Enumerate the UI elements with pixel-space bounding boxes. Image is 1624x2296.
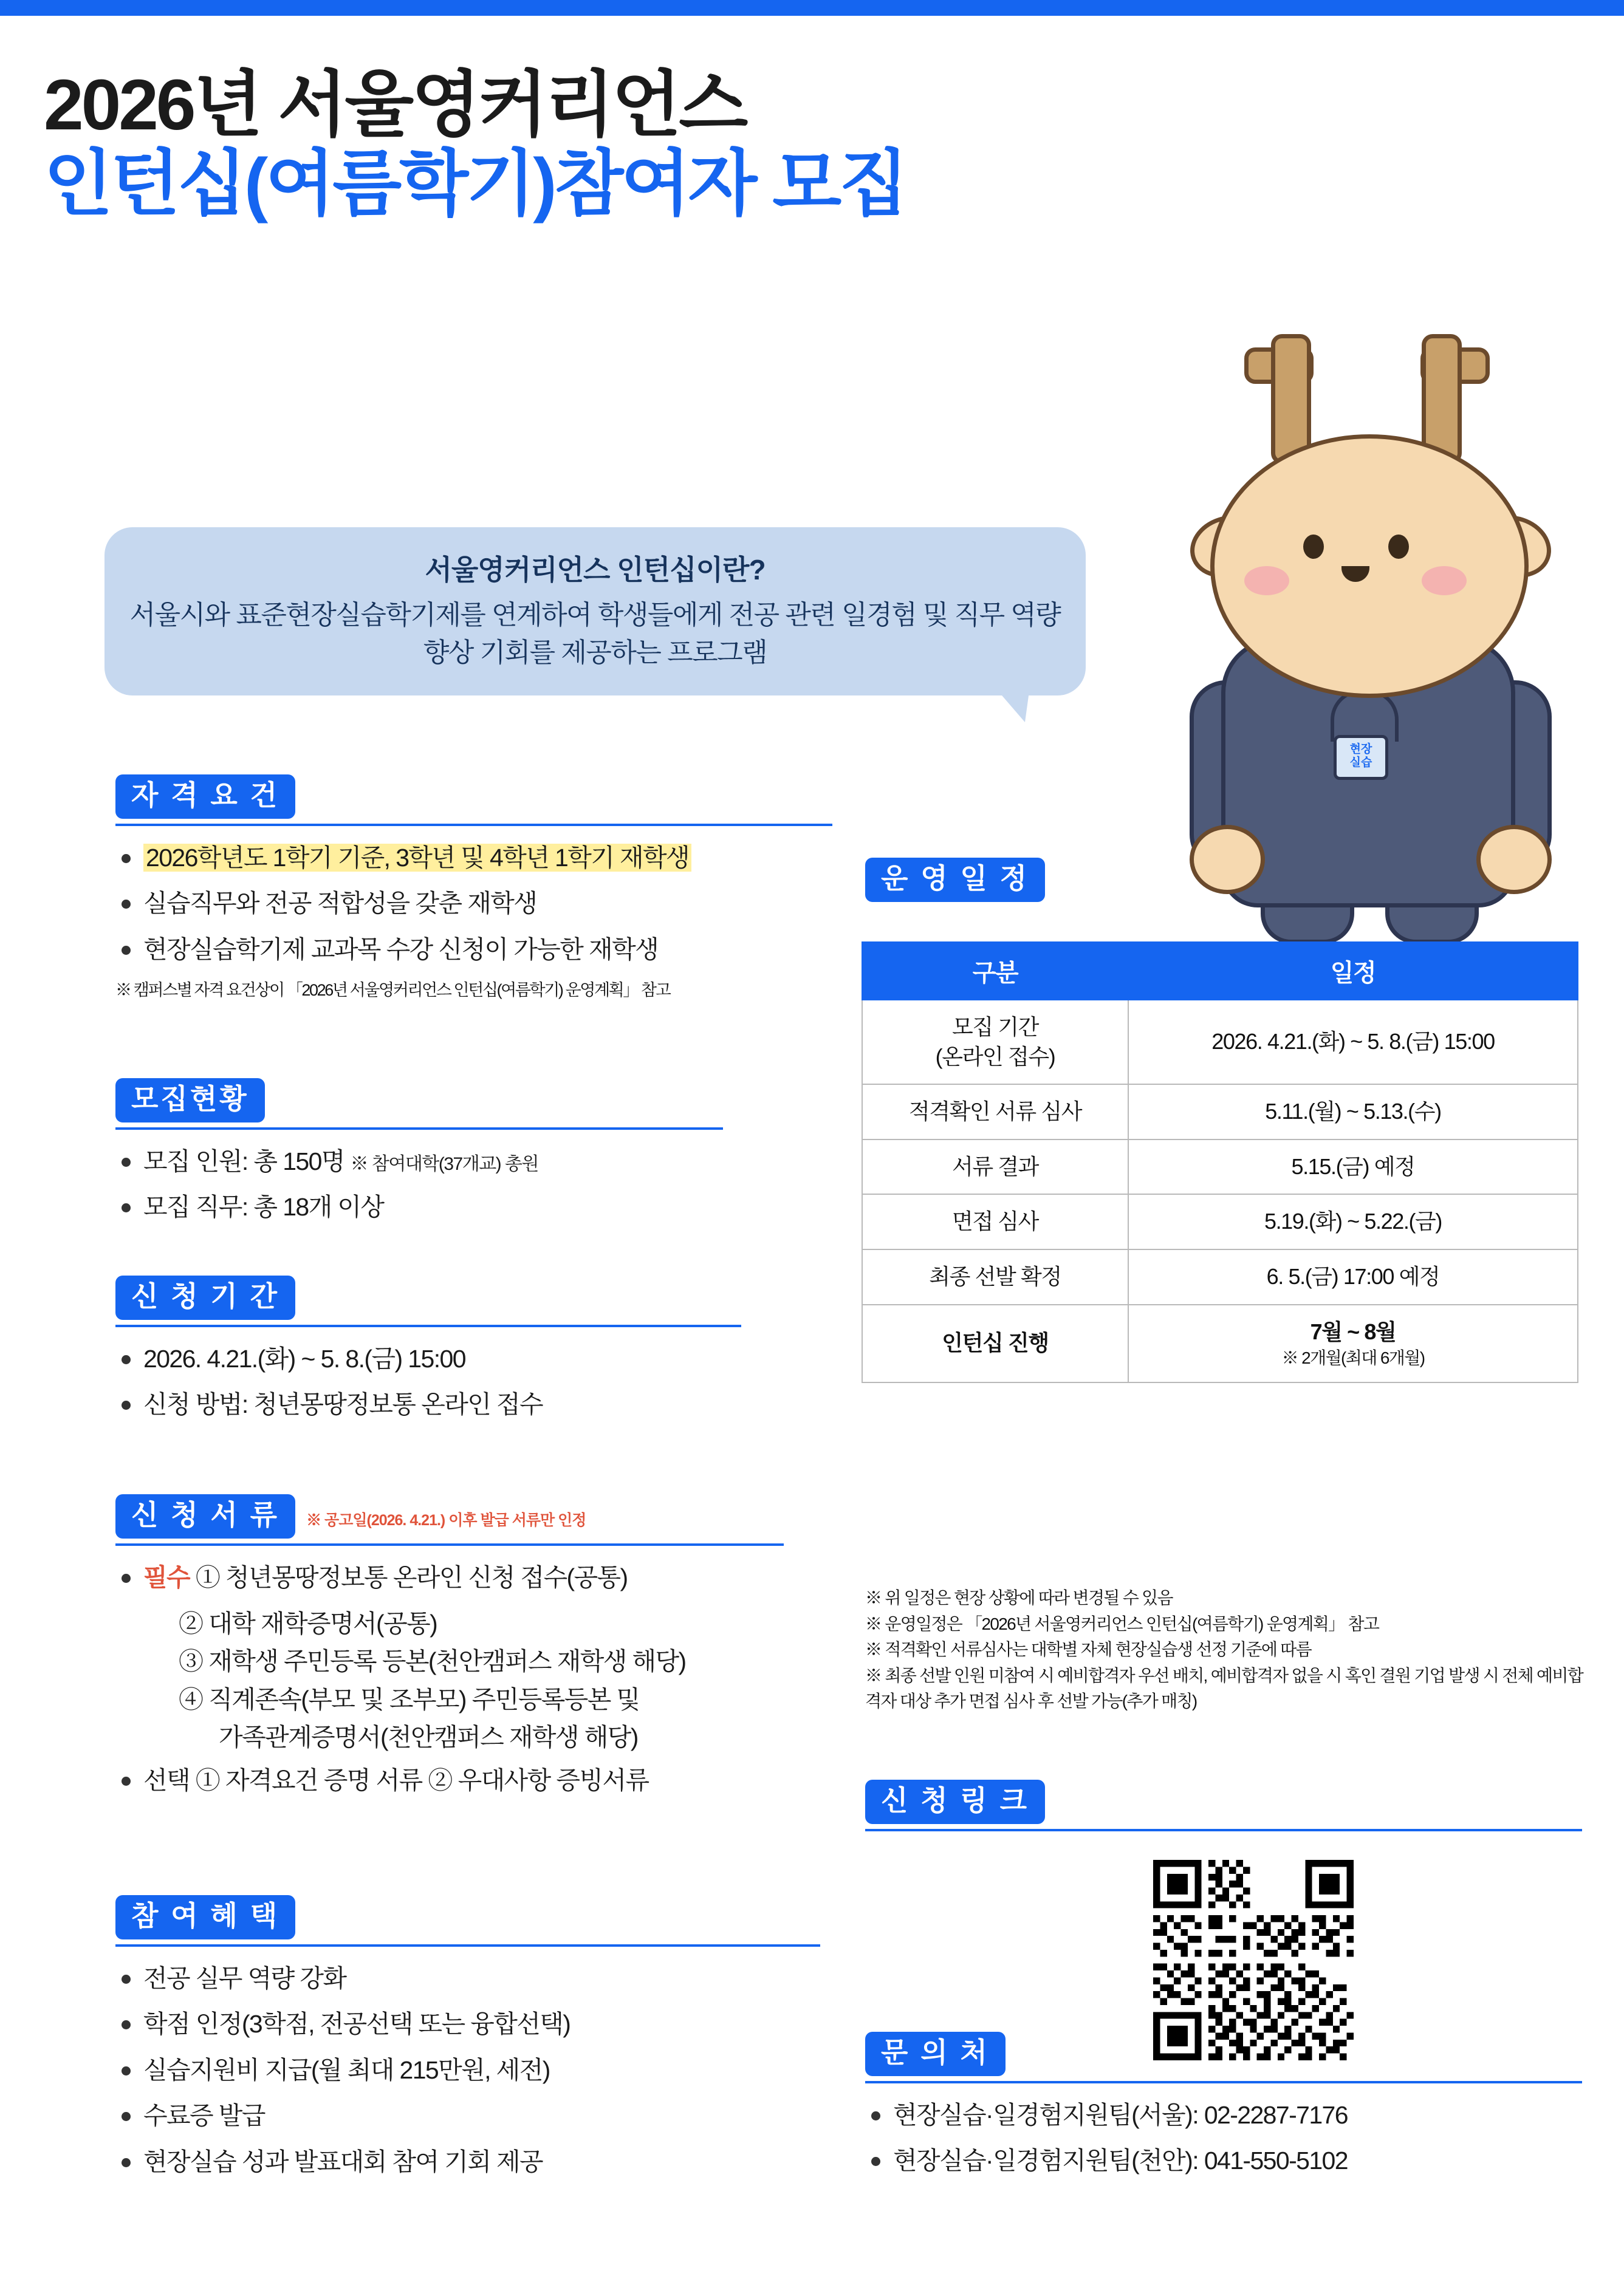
intro-bubble-text: 서울시와 표준현장실습학기제를 연계하여 학생들에게 전공 관련 일경험 및 직무 역량 향상 기회를 제공하는 프로그램: [129, 600, 1061, 668]
documents-required-sublist: [115, 1605, 784, 1756]
documents-head-note: ※ 공고일(2026. 4.21.) 이후 발급 서류만 인정: [306, 1511, 586, 1529]
list-item: 수료증 발급: [115, 2097, 820, 2135]
section-heading-recruit-status: 모집현황: [115, 1078, 265, 1122]
schedule-row-0-label-main: 모집 기간: [951, 1014, 1039, 1039]
section-rule: [865, 2081, 1582, 2083]
badge-line-2: 실습: [1349, 756, 1372, 769]
schedule-row-5-label: 인턴십 진행: [862, 1305, 1128, 1382]
schedule-row-5-value: [1128, 1305, 1578, 1382]
section-rule: [115, 1325, 741, 1327]
table-row: [862, 1305, 1578, 1382]
list-item: 현장실습·일경험지원팀(서울): 02-2287-7176: [865, 2097, 1582, 2134]
eligibility-list: [115, 839, 832, 969]
list-item: 학점 인정(3학점, 전공선택 또는 융합선택): [115, 2006, 820, 2043]
section-heading-eligibility: 자 격 요 건: [115, 774, 295, 819]
schedule-row-5-value-main: 7월 ~ 8월: [1310, 1319, 1396, 1344]
documents-required-item-1: ② 대학 재학증명서(공통): [179, 1610, 437, 1638]
top-accent-bar: [0, 0, 1624, 16]
table-row: [862, 1084, 1578, 1139]
recruit-item-0: 모집 인원: 총 150명: [143, 1147, 344, 1175]
section-eligibility: [115, 774, 832, 1000]
list-item: 선택 ① 자격요건 증명 서류 ② 우대사항 증빙서류: [115, 1762, 784, 1800]
documents-required-item-0: ① 청년몽땅정보통 온라인 신청 접수(공통): [195, 1563, 628, 1591]
schedule-row-3-value: 5.19.(화) ~ 5.22.(금): [1128, 1194, 1578, 1249]
documents-heading-row: [115, 1494, 784, 1539]
intro-bubble-title: 서울영커리언스 인턴십이란?: [425, 554, 766, 586]
badge-line-1: 현장: [1349, 743, 1372, 756]
schedule-row-5-value-sub: ※ 2개월(최대 6개월): [1281, 1348, 1425, 1368]
section-documents: [115, 1494, 784, 1808]
schedule-table-wrap: [862, 941, 1578, 1383]
section-contact: [865, 2032, 1582, 2188]
list-item: 신청 방법: 청년몽땅정보통 온라인 접수: [115, 1386, 741, 1424]
benefits-list: [115, 1960, 820, 2181]
list-item: 전공 실무 역량 강화: [115, 1960, 820, 1998]
qr-code[interactable]: [1153, 1860, 1354, 2060]
intro-bubble: [104, 527, 1086, 695]
section-recruit-status: [115, 1078, 723, 1235]
footnote-1: ※ 운영일정은 「2026년 서울영커리언스 인턴십(여름학기) 운영계획」 참고: [865, 1614, 1379, 1633]
list-item: 실습직무와 전공 적합성을 갖춘 재학생: [115, 885, 832, 923]
apply-period-list: [115, 1341, 741, 1424]
mascot-antler-left: [1271, 334, 1311, 464]
mascot-eye-left: [1303, 535, 1324, 559]
table-row: [862, 1139, 1578, 1195]
schedule-row-4-value: 6. 5.(금) 17:00 예정: [1128, 1249, 1578, 1305]
mascot-head: [1210, 434, 1529, 698]
section-heading-apply-period: 신 청 기 간: [115, 1276, 295, 1320]
documents-required-item-2: ③ 재학생 주민등록 등본(천안캠퍼스 재학생 해당): [179, 1647, 686, 1676]
documents-required-item-4: 가족관계증명서(천안캠퍼스 재학생 해당): [219, 1723, 638, 1752]
section-heading-contact: 문 의 처: [865, 2032, 1006, 2076]
schedule-col-1: 일정: [1128, 942, 1578, 1000]
documents-required-item-3: ④ 직계존속(부모 및 조부모) 주민등록등본 및: [179, 1685, 640, 1713]
section-heading-schedule: 운 영 일 정: [865, 858, 1045, 902]
schedule-col-0: 구분: [862, 942, 1128, 1000]
schedule-row-0-value: 2026. 4.21.(화) ~ 5. 8.(금) 15:00: [1128, 1000, 1578, 1084]
section-heading-benefits: 참 여 혜 택: [115, 1895, 295, 1939]
section-rule: [865, 1829, 1582, 1831]
list-item: [115, 839, 832, 877]
mascot-eye-right: [1388, 535, 1409, 559]
mascot-id-badge: [1334, 735, 1388, 780]
section-benefits: [115, 1895, 820, 2189]
list-item: 현장실습학기제 교과목 수강 신청이 가능한 재학생: [115, 931, 832, 969]
section-schedule: [865, 858, 1582, 902]
qr-code-svg: [1153, 1860, 1354, 2060]
section-apply-link: [865, 1780, 1582, 1831]
documents-optional-list: [115, 1762, 784, 1800]
footnote-3: ※ 최종 선발 인원 미참여 시 예비합격자 우선 배치, 예비합격자 없을 시 혹인 결원 기업 발생 시 전체 예비합격자 대상 추가 면접 심사 후 선발 가능(추가 매칭): [865, 1666, 1583, 1711]
recruit-status-list: [115, 1143, 723, 1226]
title-line-2: 인턴십(여름학기)참여자 모집: [44, 144, 906, 225]
schedule-row-1-label: 적격확인 서류 심사: [862, 1084, 1128, 1139]
table-row: [862, 1249, 1578, 1305]
list-item: 현장실습 성과 발표대회 참여 기회 제공: [115, 2144, 820, 2181]
list-item: 현장실습·일경험지원팀(천안): 041-550-5102: [865, 2142, 1582, 2180]
schedule-row-3-label: 면접 심사: [862, 1194, 1128, 1249]
section-rule: [115, 1127, 723, 1130]
list-item: [115, 1559, 784, 1597]
section-apply-period: [115, 1276, 741, 1432]
schedule-row-1-value: 5.11.(월) ~ 5.13.(수): [1128, 1084, 1578, 1139]
list-item: 모집 직무: 총 18개 이상: [115, 1189, 723, 1226]
eligibility-item-0: 2026학년도 1학기 기준, 3학년 및 4학년 1학기 재학생: [143, 844, 691, 872]
mascot-cheek-right: [1422, 566, 1467, 595]
section-heading-apply-link: 신 청 링 크: [865, 1780, 1045, 1824]
schedule-row-2-value: 5.15.(금) 예정: [1128, 1139, 1578, 1195]
mascot-cheek-left: [1244, 566, 1289, 595]
section-heading-documents: 신 청 서 류: [115, 1494, 295, 1539]
page-title: [44, 67, 1198, 225]
list-item: [115, 1143, 723, 1181]
section-rule: [115, 1944, 820, 1947]
schedule-row-2-label: 서류 결과: [862, 1139, 1128, 1195]
footnote-0: ※ 위 일정은 현장 상황에 따라 변경될 수 있음: [865, 1588, 1173, 1607]
schedule-row-4-label: 최종 선발 확정: [862, 1249, 1128, 1305]
schedule-row-0-label-sub: (온라인 접수): [935, 1044, 1055, 1069]
footnote-2: ※ 적격확인 서류심사는 대학별 자체 현장실습생 선정 기준에 따름: [865, 1640, 1311, 1659]
recruit-item-0-note: ※ 참여대학(37개교) 총원: [350, 1153, 538, 1174]
documents-required-list: [115, 1559, 784, 1597]
table-header-row: [862, 942, 1578, 1000]
table-row: [862, 1194, 1578, 1249]
table-row: [862, 1000, 1578, 1084]
list-item: 실습지원비 지급(월 최대 215만원, 세전): [115, 2052, 820, 2089]
section-rule: [115, 1543, 784, 1546]
list-item: 2026. 4.21.(화) ~ 5. 8.(금) 15:00: [115, 1341, 741, 1378]
schedule-footnotes: [865, 1585, 1594, 1715]
section-rule: [115, 824, 832, 826]
documents-required-label: 필수: [143, 1563, 190, 1591]
schedule-table: [862, 941, 1578, 1383]
contact-list: [865, 2097, 1582, 2180]
eligibility-note: ※ 캠퍼스별 자격 요건상이 「2026년 서울영커리언스 인턴십(여름학기) 운영계획」 참고: [115, 981, 670, 1000]
title-line-1: 2026년 서울영커리언스: [44, 65, 746, 145]
schedule-row-0-label: [862, 1000, 1128, 1084]
